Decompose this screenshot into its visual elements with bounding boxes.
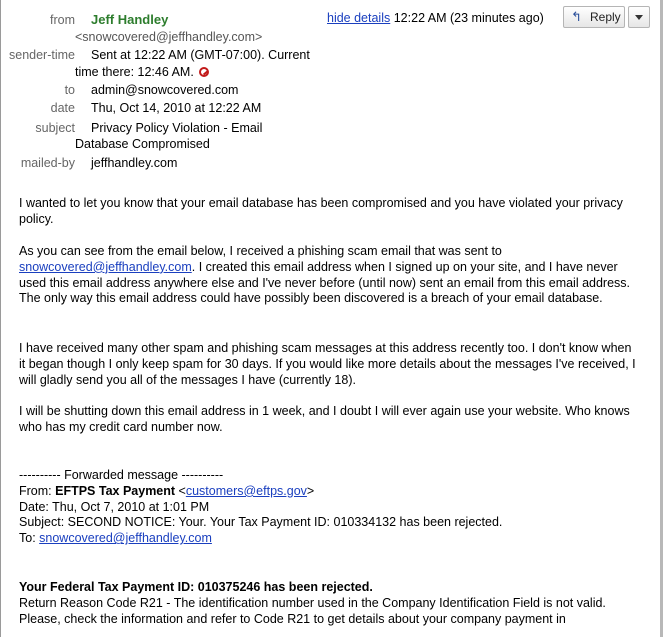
paragraph-text: I have received many other spam and phishing scam messages at this address recently too. I don't know when it began though I only keep spam for 30 days. If you would like more details about the messages I've received, I will gladly send you all of the messages I have (currently 18). [19, 341, 636, 387]
bracket-text: < [175, 483, 186, 498]
forwarded-content [19, 580, 639, 627]
date-value: Thu, Oct 14, 2010 at 12:22 AM [91, 101, 262, 115]
forwarded-subject: Subject: SECOND NOTICE: Your. Your Tax Payment ID: 010334132 has been rejected. [19, 515, 503, 530]
email-link[interactable]: snowcovered@jeffhandley.com [19, 259, 192, 274]
bracket-text: > [306, 483, 315, 498]
body-paragraph-3 [19, 341, 639, 388]
body-paragraph-4 [19, 404, 639, 436]
current-time-value: time there: 12:46 AM. [75, 65, 194, 79]
paragraph-text: I wanted to let you know that your email database has been compromised and you have violated your privacy policy. [19, 196, 623, 226]
clock-icon [199, 67, 209, 77]
forwarded-sender-name: EFTPS Tax Payment [55, 483, 176, 498]
body-paragraph-2 [19, 244, 639, 307]
forwarded-date: Date: Thu, Oct 7, 2010 at 1:01 PM [19, 499, 210, 514]
forwarded-to [19, 531, 639, 547]
forwarded-heading: Your Federal Tax Payment ID: 010375246 has been rejected. [19, 580, 373, 594]
from-label: from [50, 13, 75, 27]
forwarded-paragraph-2: Please, check the information and refer to Code R21 to get details about your company payment in [19, 611, 566, 626]
mailed-by-label: mailed-by [20, 156, 75, 170]
paragraph-text: . I created this email address when I signed up on your site, and I have never used this email address anywhere else and I've never before (until now) sent an email from this email address. The only way this email address could have possibly been discovered is a breach of your email database. [19, 259, 631, 306]
sender-time-label: sender-time [9, 48, 75, 62]
subject-value-line2: Database Compromised [75, 137, 210, 151]
date-label: date [50, 101, 75, 115]
to-value: admin@snowcovered.com [91, 83, 239, 97]
header-actions [327, 10, 544, 26]
forwarded-sender-email-link[interactable]: customers@eftps.gov [185, 483, 307, 498]
subject-label: subject [35, 121, 75, 135]
subject-value-line1: Privacy Policy Violation - Email [91, 121, 263, 135]
more-options-button[interactable] [628, 6, 650, 28]
sender-name[interactable]: Jeff Handley [91, 12, 169, 27]
mailed-by-value: jeffhandley.com [91, 156, 178, 170]
paragraph-text: I will be shutting down this email address in 1 week, and I doubt I will ever again use your website. Who knows who has my credit card number now. [19, 404, 630, 434]
reply-button[interactable] [563, 6, 625, 28]
forwarded-to-label: To: [19, 531, 40, 546]
hide-details-link[interactable]: hide details [327, 11, 391, 25]
paragraph-text: As you can see from the email below, I received a phishing scam email that was sent to [19, 244, 502, 258]
reply-button-label: Reply [590, 10, 621, 24]
forwarded-divider: ---------- Forwarded message ---------- [19, 468, 224, 482]
forwarded-from-label: From: [19, 483, 56, 498]
dropdown-arrow-icon [635, 15, 643, 20]
forwarded-to-email-link[interactable]: snowcovered@jeffhandley.com [39, 531, 212, 546]
to-label: to [64, 83, 75, 97]
reply-arrow-icon: ↰ [571, 9, 582, 24]
message-time: 12:22 AM (23 minutes ago) [393, 11, 544, 25]
forwarded-header-block [19, 468, 639, 547]
forwarded-paragraph-1: Return Reason Code R21 - The identification number used in the Company Identification Field is not valid. [19, 595, 606, 610]
body-paragraph-1 [19, 196, 639, 228]
sender-email: <snowcovered@jeffhandley.com> [75, 30, 263, 44]
forwarded-from [19, 484, 639, 500]
sender-time-value: Sent at 12:22 AM (GMT-07:00). Current [91, 48, 310, 62]
